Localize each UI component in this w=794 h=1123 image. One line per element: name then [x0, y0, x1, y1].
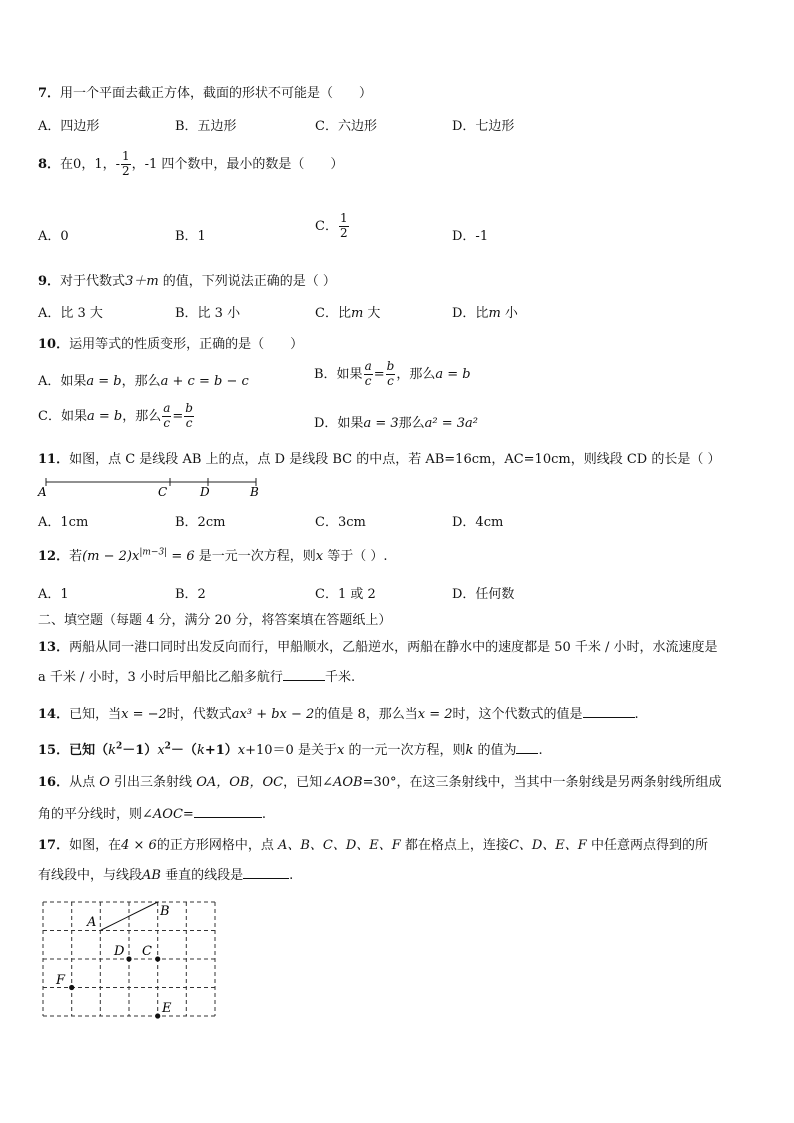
- q9-option-b[interactable]: B．比 3 小: [175, 306, 241, 321]
- question-text: －1）: [122, 743, 158, 758]
- fraction: [386, 360, 396, 389]
- grid-figure: [38, 895, 223, 1025]
- question-15: 15．已知$(k^2-1)x^2-(k+1)x+10=0$ 是关于x 的一元一次方程，则k 的值为 .: [38, 741, 543, 758]
- label-c: C: [142, 944, 152, 959]
- q7-option-c[interactable]: C．六边形: [315, 119, 377, 134]
- math-variable: O: [95, 775, 115, 790]
- option-text: A．如果: [38, 374, 87, 389]
- numerator: a: [364, 359, 372, 373]
- question-number: 16．: [38, 775, 70, 790]
- math-variable: x: [315, 549, 324, 564]
- q11-option-d[interactable]: D．4cm: [452, 515, 504, 530]
- question-text-pre: 若: [69, 549, 83, 564]
- answer-blank[interactable]: [283, 668, 325, 681]
- math-variable: m: [350, 306, 364, 321]
- line-segment-figure: [36, 474, 266, 500]
- math-expression: = 6: [167, 549, 195, 564]
- question-number: 13．: [38, 640, 70, 655]
- fraction: [162, 402, 171, 431]
- q10-option-b[interactable]: [314, 360, 471, 389]
- option-label: C．: [315, 218, 338, 234]
- q12-option-d[interactable]: D．任何数: [452, 587, 515, 602]
- math-variable: x: [336, 743, 345, 758]
- question-number: 12．: [38, 549, 70, 564]
- question-text-post: 等于（ ）.: [323, 549, 388, 564]
- label-b: B: [250, 485, 259, 499]
- q10-option-c[interactable]: [38, 402, 195, 431]
- point-d: [126, 956, 131, 961]
- label-a: A: [87, 915, 97, 930]
- label-a: A: [38, 485, 47, 499]
- option-text: ，那么: [122, 408, 162, 424]
- question-text: 的值是 8，那么当: [314, 707, 418, 722]
- equals-sign: =: [172, 408, 184, 424]
- denominator: c: [364, 373, 372, 388]
- label-e: E: [162, 1001, 172, 1016]
- denominator: c: [185, 415, 193, 430]
- option-text: ，那么: [396, 366, 436, 382]
- question-text: 的正方形网格中，点: [156, 838, 274, 853]
- math-expression: a = b: [86, 374, 122, 389]
- question-text: 角的平分线时，则∠: [38, 807, 153, 822]
- q11-option-a[interactable]: A．1cm: [38, 515, 89, 530]
- math-expression: 4 × 6: [121, 838, 157, 853]
- numerator: b: [185, 401, 193, 415]
- math-expression: C、D、E、F: [508, 838, 587, 853]
- q9-option-d[interactable]: [452, 302, 518, 321]
- question-text: +1）: [204, 743, 238, 758]
- question-text: 的一元一次方程，则: [344, 743, 466, 758]
- q11-option-b[interactable]: B．2cm: [175, 515, 226, 530]
- question-text-pre: 在0，1，-: [60, 156, 120, 172]
- label-d: D: [114, 944, 125, 959]
- equals-sign: =: [373, 366, 385, 382]
- denominator: 2: [121, 163, 130, 178]
- question-text: +10＝0 是关于: [245, 743, 337, 758]
- option-text: ，那么: [121, 374, 161, 389]
- question-text: 时，代数式: [166, 707, 232, 722]
- question-text: 从点: [69, 775, 96, 790]
- question-text-pre: 对于代数式: [60, 274, 126, 289]
- option-text: D．如果: [314, 416, 364, 431]
- q12-option-c[interactable]: C．1 或 2: [315, 587, 376, 602]
- math-expression: AOB: [332, 775, 363, 790]
- question-text: 都在格点上，连接: [404, 838, 509, 853]
- question-16-line2: [38, 803, 266, 822]
- math-expression: (m − 2)x: [82, 549, 140, 564]
- answer-blank[interactable]: [583, 705, 635, 718]
- question-16: [38, 771, 722, 790]
- question-text: 用一个平面去截正方体，截面的形状不可能是（ ）: [60, 86, 373, 101]
- question-text: a 千米 / 小时，3 小时后甲船比乙船多航行: [38, 670, 283, 685]
- question-text-post: ，-1 四个数中，最小的数是（ ）: [131, 156, 344, 172]
- question-text: 垂直的线段是: [160, 868, 244, 883]
- q12-option-a[interactable]: A．1: [38, 587, 69, 602]
- math-expression: x = −2: [121, 707, 167, 722]
- q7-option-a[interactable]: A．四边形: [38, 119, 100, 134]
- math-expression: x = 2: [417, 707, 453, 722]
- math-variable: k: [196, 743, 205, 758]
- fraction: [121, 150, 131, 179]
- question-text: 运用等式的性质变形，正确的是（ ）: [69, 337, 304, 352]
- math-variable: k: [108, 743, 116, 758]
- question-text: .: [289, 868, 294, 883]
- section-heading: 二、填空题（每题 4 分，满分 20 分，将答案填在答题纸上）: [38, 613, 392, 628]
- q11-option-c[interactable]: C．3cm: [315, 515, 366, 530]
- option-text: 小: [500, 306, 518, 321]
- q8-option-c[interactable]: [315, 212, 350, 241]
- exponent: 2: [116, 741, 123, 752]
- math-expression: A、B、C、D、E、F: [273, 838, 405, 853]
- question-text: .: [634, 707, 639, 722]
- question-text: ，已知∠: [283, 775, 333, 790]
- label-f: F: [56, 973, 66, 988]
- question-10: [38, 333, 303, 352]
- question-text: 两船从同一港口同时出发反向而行，甲船顺水，乙船逆水，两船在静水中的速度都是 50 千米 / 小时，水流速度是: [69, 640, 718, 655]
- math-variable: m: [488, 306, 501, 321]
- question-number: 8．: [38, 156, 61, 172]
- q12-option-b[interactable]: B．2: [175, 587, 206, 602]
- numerator: 1: [339, 211, 348, 225]
- math-expression: a = 3: [363, 416, 399, 431]
- question-text: 是一元一次方程，则: [194, 549, 316, 564]
- numerator: a: [163, 401, 171, 415]
- question-number: 10．: [38, 337, 70, 352]
- math-expression: a = b: [86, 408, 123, 424]
- math-expression: ax³ + bx − 2: [231, 707, 315, 722]
- question-text: 如图，点 C 是线段 AB 上的点，点 D 是线段 BC 的中点，若 AB=16cm，AC=10cm，则线段 CD 的长是（ ）: [69, 452, 721, 467]
- question-text: 如图，在: [69, 838, 122, 853]
- q8-option-d[interactable]: D．-1: [452, 229, 489, 244]
- denominator: c: [163, 415, 171, 430]
- question-17: [38, 834, 708, 853]
- math-expression: a = b: [435, 366, 471, 382]
- option-text: C．比: [315, 306, 351, 321]
- question-13-line2: [38, 666, 355, 685]
- q7-option-d[interactable]: D．七边形: [452, 119, 515, 134]
- math-expression: a + c = b − c: [160, 374, 249, 389]
- point-c: [155, 956, 160, 961]
- option-text: D．比: [452, 306, 489, 321]
- q10-option-d[interactable]: [314, 412, 478, 431]
- answer-blank[interactable]: [516, 741, 538, 754]
- q7-option-b[interactable]: B．五边形: [175, 119, 237, 134]
- math-variable: k: [465, 743, 474, 758]
- question-number: 9．: [38, 274, 61, 289]
- question-text: 中任意两点得到的所: [586, 838, 708, 853]
- q8-option-a[interactable]: A．0: [38, 229, 69, 244]
- math-expression: 3＋m: [125, 274, 159, 289]
- denominator: 2: [339, 225, 348, 240]
- label-b: B: [160, 904, 170, 919]
- q9-option-a[interactable]: A．比 3 大: [38, 306, 103, 321]
- math-expression: AOC: [152, 807, 183, 822]
- exponent: |m−3|: [139, 547, 168, 558]
- q8-option-b[interactable]: B．1: [175, 229, 206, 244]
- answer-blank[interactable]: [243, 866, 289, 879]
- denominator: c: [387, 373, 394, 388]
- math-expression: a² = 3a²: [424, 416, 478, 431]
- numerator: 1: [121, 149, 130, 163]
- question-17-line2: [38, 864, 293, 883]
- math-variable: x: [237, 743, 246, 758]
- question-13: [38, 636, 718, 655]
- q10-option-a[interactable]: [38, 370, 249, 389]
- math-variable: x: [157, 743, 165, 758]
- question-text: 的值为: [473, 743, 517, 758]
- math-expression: OA，OB，OC: [192, 775, 284, 790]
- fraction: [184, 402, 194, 431]
- question-number: 14．: [38, 707, 70, 722]
- option-text: 那么: [398, 416, 425, 431]
- question-number: 15．: [38, 743, 70, 758]
- question-text: 已知，当: [69, 707, 122, 722]
- question-text: 时，这个代数式的值是: [452, 707, 583, 722]
- question-text: =: [182, 807, 194, 822]
- question-8: [38, 150, 343, 179]
- point-f: [69, 985, 74, 990]
- question-number: 17．: [38, 838, 70, 853]
- option-text: C．如果: [38, 408, 87, 424]
- question-text: .: [261, 807, 266, 822]
- question-9: [38, 270, 336, 289]
- question-12: [38, 545, 388, 564]
- q9-option-c[interactable]: [315, 302, 380, 321]
- question-text: 千米.: [324, 670, 356, 685]
- option-text: 大: [363, 306, 381, 321]
- point-e: [155, 1013, 160, 1018]
- question-number: 7．: [38, 86, 61, 101]
- fraction: [364, 360, 373, 389]
- question-text: －（: [170, 743, 197, 758]
- option-text: B．如果: [314, 366, 363, 382]
- label-c: C: [158, 485, 168, 499]
- exponent: 2: [164, 741, 171, 752]
- math-expression: AB: [142, 868, 161, 883]
- answer-blank[interactable]: [194, 805, 262, 818]
- question-7: [38, 82, 372, 101]
- question-text: 已知（: [69, 743, 109, 758]
- question-text: 有线段中，与线段: [38, 868, 143, 883]
- fraction: [339, 212, 349, 241]
- question-text-post: 的值，下列说法正确的是（ ）: [158, 274, 336, 289]
- question-number: 11．: [38, 452, 70, 467]
- numerator: b: [386, 359, 395, 373]
- label-d: D: [200, 485, 210, 499]
- question-text: =30°，在这三条射线中，当其中一条射线是另两条射线所组成: [362, 775, 722, 790]
- question-11: [38, 448, 720, 467]
- question-14: [38, 703, 639, 722]
- question-text: 引出三条射线: [114, 775, 193, 790]
